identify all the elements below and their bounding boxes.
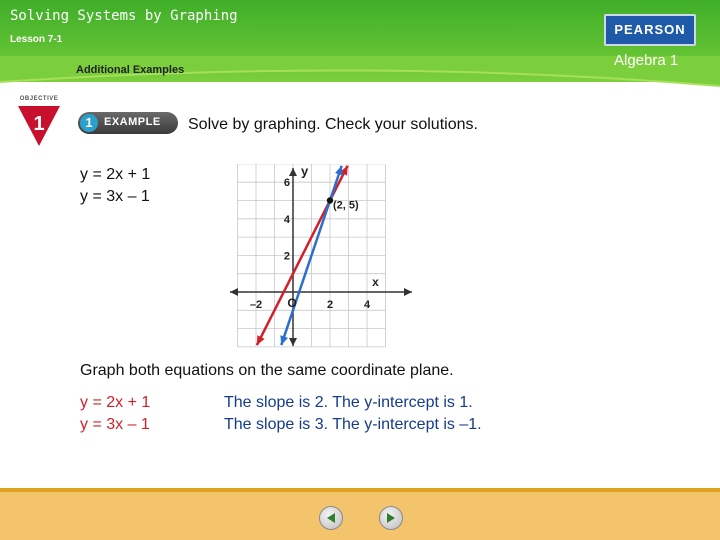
series-arrow-icon xyxy=(280,335,288,345)
forward-arrow-icon xyxy=(385,512,397,524)
x-axis-right-arrow-icon xyxy=(404,288,412,296)
y-axis-down-arrow-icon xyxy=(289,338,297,346)
example-badge xyxy=(78,112,178,134)
example-prompt: Solve by graphing. Check your solutions. xyxy=(188,116,478,133)
y-tick-label: 6 xyxy=(283,177,290,190)
system-eq2: y = 3x – 1 xyxy=(80,188,150,205)
additional-examples-label: Additional Examples xyxy=(76,64,185,76)
back-arrow-icon xyxy=(325,512,337,524)
analysis-eq1: y = 2x + 1 xyxy=(80,394,151,411)
example-label: EXAMPLE xyxy=(104,116,161,128)
objective-badge xyxy=(14,96,64,152)
slope-text-2: The slope is 3. The y-intercept is –1. xyxy=(224,416,482,433)
series-arrow-icon xyxy=(335,166,343,176)
back-button[interactable] xyxy=(319,506,343,530)
lesson-label: Lesson 7-1 xyxy=(10,34,63,45)
objective-label: OBJECTIVE xyxy=(19,96,59,102)
x-axis-left-arrow-icon xyxy=(230,288,238,296)
objective-shield-icon xyxy=(14,96,64,152)
footer-divider xyxy=(0,488,720,492)
example-number: 1 xyxy=(80,114,98,132)
x-tick-label: –2 xyxy=(249,299,263,311)
system-eq1: y = 2x + 1 xyxy=(80,166,151,183)
objective-number: 1 xyxy=(33,113,45,135)
course-label: Algebra 1 xyxy=(614,52,679,69)
slope-text-1: The slope is 2. The y-intercept is 1. xyxy=(224,394,473,411)
x-tick-label: 2 xyxy=(326,299,334,311)
y-tick-label: 4 xyxy=(283,213,290,226)
y-axis-label: y xyxy=(301,164,309,179)
x-tick-label: 4 xyxy=(363,299,371,311)
y-axis-up-arrow-icon xyxy=(289,168,297,176)
pearson-logo: PEARSON xyxy=(604,14,696,46)
header-curve xyxy=(0,56,720,96)
instruction-text: Graph both equations on the same coordinate plane. xyxy=(80,362,454,379)
analysis-eq2: y = 3x – 1 xyxy=(80,416,150,433)
intersection-label: (2, 5) xyxy=(333,199,359,212)
forward-button[interactable] xyxy=(379,506,403,530)
origin-label: O xyxy=(287,296,297,310)
y-tick-label: 2 xyxy=(283,250,290,263)
x-axis-label: x xyxy=(372,275,379,289)
footer-bar xyxy=(0,488,720,540)
page-title: Solving Systems by Graphing xyxy=(10,8,238,24)
coordinate-graph xyxy=(226,164,416,350)
